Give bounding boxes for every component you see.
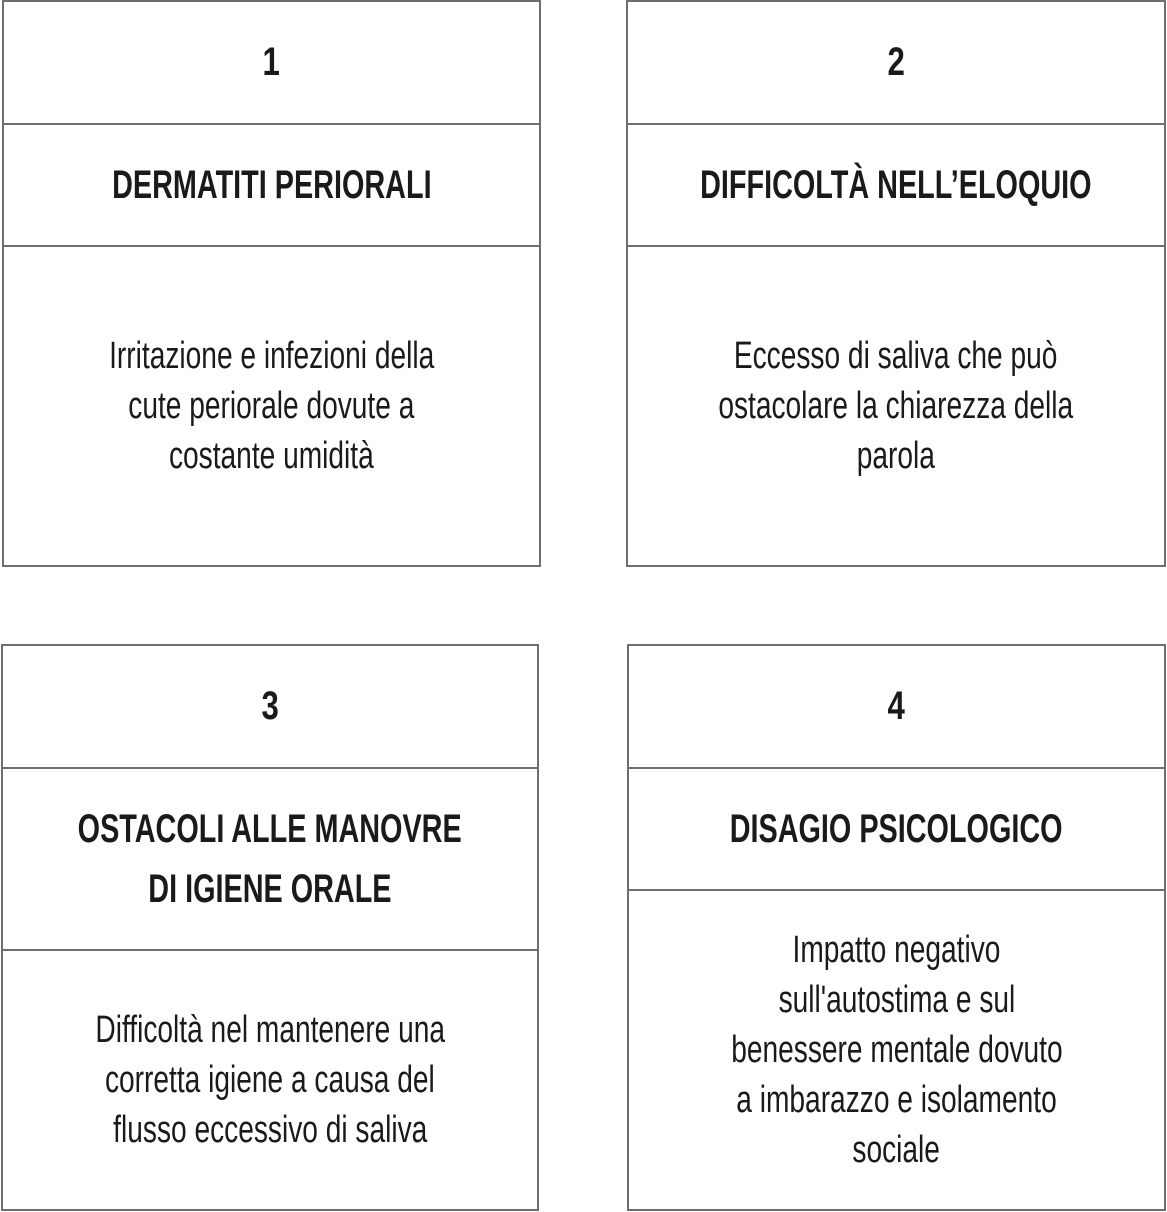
card-3 [1,644,539,1211]
card-description-line: flusso eccessivo di saliva [112,1109,428,1151]
card-number: 2 [887,40,905,84]
card-number-cell [628,2,1164,125]
card-description-cell [628,247,1164,565]
card-4 [627,644,1166,1211]
card-number: 4 [887,684,906,728]
card-description-line: Impatto negativo [792,929,1001,971]
card-number: 3 [261,684,279,728]
card-description-line: Irritazione e infezioni della [108,335,435,377]
card-description-line: sull'autostima e sul [778,979,1015,1021]
card-title-line: DERMATITI PERIORALI [111,163,432,207]
card-description-cell [629,891,1164,1209]
card-description-cell [3,951,537,1209]
card-title-line: DISAGIO PSICOLOGICO [730,807,1063,851]
card-description-line: Eccesso di saliva che può [734,335,1058,377]
card-description-line: benessere mentale dovuto [730,1029,1063,1071]
card-description-line: sociale [852,1129,941,1171]
card-number-cell [4,2,539,125]
card-description-line: corretta igiene a causa del [105,1059,435,1101]
card-description-line: Difficoltà nel mantenere una [95,1009,445,1051]
card-description-line: ostacolare la chiarezza della [718,385,1074,427]
card-description-cell [4,247,539,565]
card-title-line: OSTACOLI ALLE MANOVRE [77,807,462,851]
card-title-line: DIFFICOLTÀ NELL’ELOQUIO [700,163,1092,207]
card-1 [2,0,541,567]
card-description-line: a imbarazzo e isolamento [736,1079,1057,1121]
card-number-cell [629,646,1164,769]
card-title-line: DI IGIENE ORALE [148,867,392,911]
card-title-cell [628,125,1164,247]
card-description-line: parola [856,435,936,477]
card-description-line: costante umidità [169,435,374,477]
card-title-cell [4,125,539,247]
card-2 [626,0,1166,567]
card-number-cell [3,646,537,769]
card-title-cell [629,769,1164,891]
card-title-cell [3,769,537,951]
card-number: 1 [262,40,281,84]
card-description-line: cute periorale dovute a [128,385,415,427]
